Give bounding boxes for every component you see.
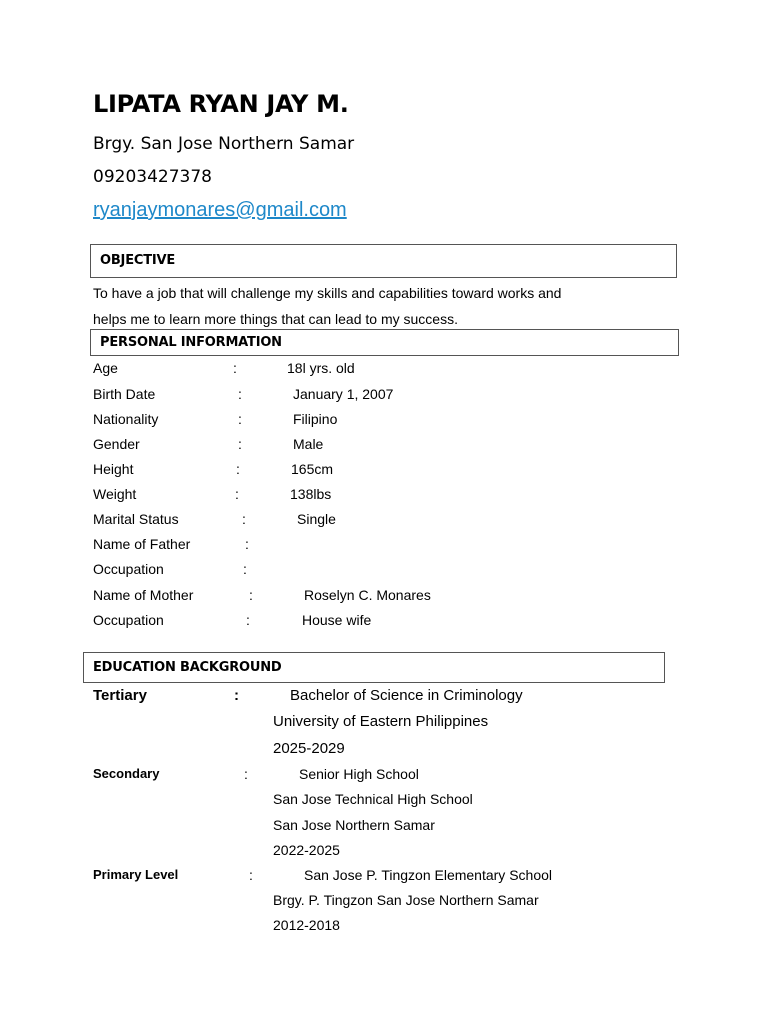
info-colon: : [246,612,250,628]
info-value: Male [293,436,324,452]
info-label: Occupation [93,561,164,577]
info-label: Name of Father [93,536,191,552]
info-value: 18l yrs. old [287,360,355,376]
primary-label: Primary Level [93,867,179,882]
info-label: Height [93,461,134,477]
applicant-name: LIPATA RYAN JAY M. [93,90,349,118]
primary-years: 2012-2018 [273,917,340,933]
info-value: Filipino [293,411,338,427]
personal-info-heading-box [90,329,679,356]
tertiary-course: Bachelor of Science in Criminology [290,687,523,704]
primary-school: San Jose P. Tingzon Elementary School [304,867,553,883]
info-colon: : [243,561,247,577]
applicant-phone: 09203427378 [93,167,212,187]
tertiary-school: University of Eastern Philippines [273,713,489,730]
info-colon: : [242,511,246,527]
secondary-school: San Jose Technical High School [273,791,473,807]
info-label: Birth Date [93,386,156,402]
info-label: Marital Status [93,511,179,527]
info-label: Gender [93,436,140,452]
secondary-colon: : [244,766,248,782]
secondary-years: 2022-2025 [273,842,340,858]
secondary-location: San Jose Northern Samar [273,817,435,833]
info-label: Occupation [93,612,164,628]
education-heading-box [83,652,665,683]
tertiary-label: Tertiary [93,687,147,704]
info-value: House wife [302,612,372,628]
secondary-label: Secondary [93,766,160,781]
secondary-level: Senior High School [299,766,419,782]
applicant-address: Brgy. San Jose Northern Samar [93,134,355,154]
info-colon: : [245,536,249,552]
info-colon: : [238,386,242,402]
info-label: Nationality [93,411,159,427]
objective-text-line-1: To have a job that will challenge my skills and capabilities toward works and [93,285,562,301]
info-colon: : [238,436,242,452]
tertiary-years: 2025-2029 [273,740,345,757]
objective-text-line-2: helps me to learn more things that can lead to my success. [93,311,458,327]
info-label: Weight [93,486,137,502]
objective-heading: OBJECTIVE [100,253,176,268]
info-label: Name of Mother [93,587,194,603]
personal-info-heading: PERSONAL INFORMATION [100,335,282,350]
objective-heading-box [90,244,677,278]
info-value: Roselyn C. Monares [304,587,431,603]
applicant-email-link[interactable]: ryanjaymonares@gmail.com [93,199,347,221]
info-colon: : [238,411,242,427]
info-colon: : [249,587,253,603]
info-colon: : [233,360,237,376]
tertiary-colon: : [234,687,239,704]
info-colon: : [235,486,239,502]
primary-colon: : [249,867,253,883]
primary-location: Brgy. P. Tingzon San Jose Northern Samar [273,892,539,908]
info-label: Age [93,360,118,376]
info-value: 165cm [291,461,334,477]
education-heading: EDUCATION BACKGROUND [93,660,282,675]
info-colon: : [236,461,240,477]
info-value: 138lbs [290,486,332,502]
info-value: Single [297,511,336,527]
info-value: January 1, 2007 [293,386,394,402]
